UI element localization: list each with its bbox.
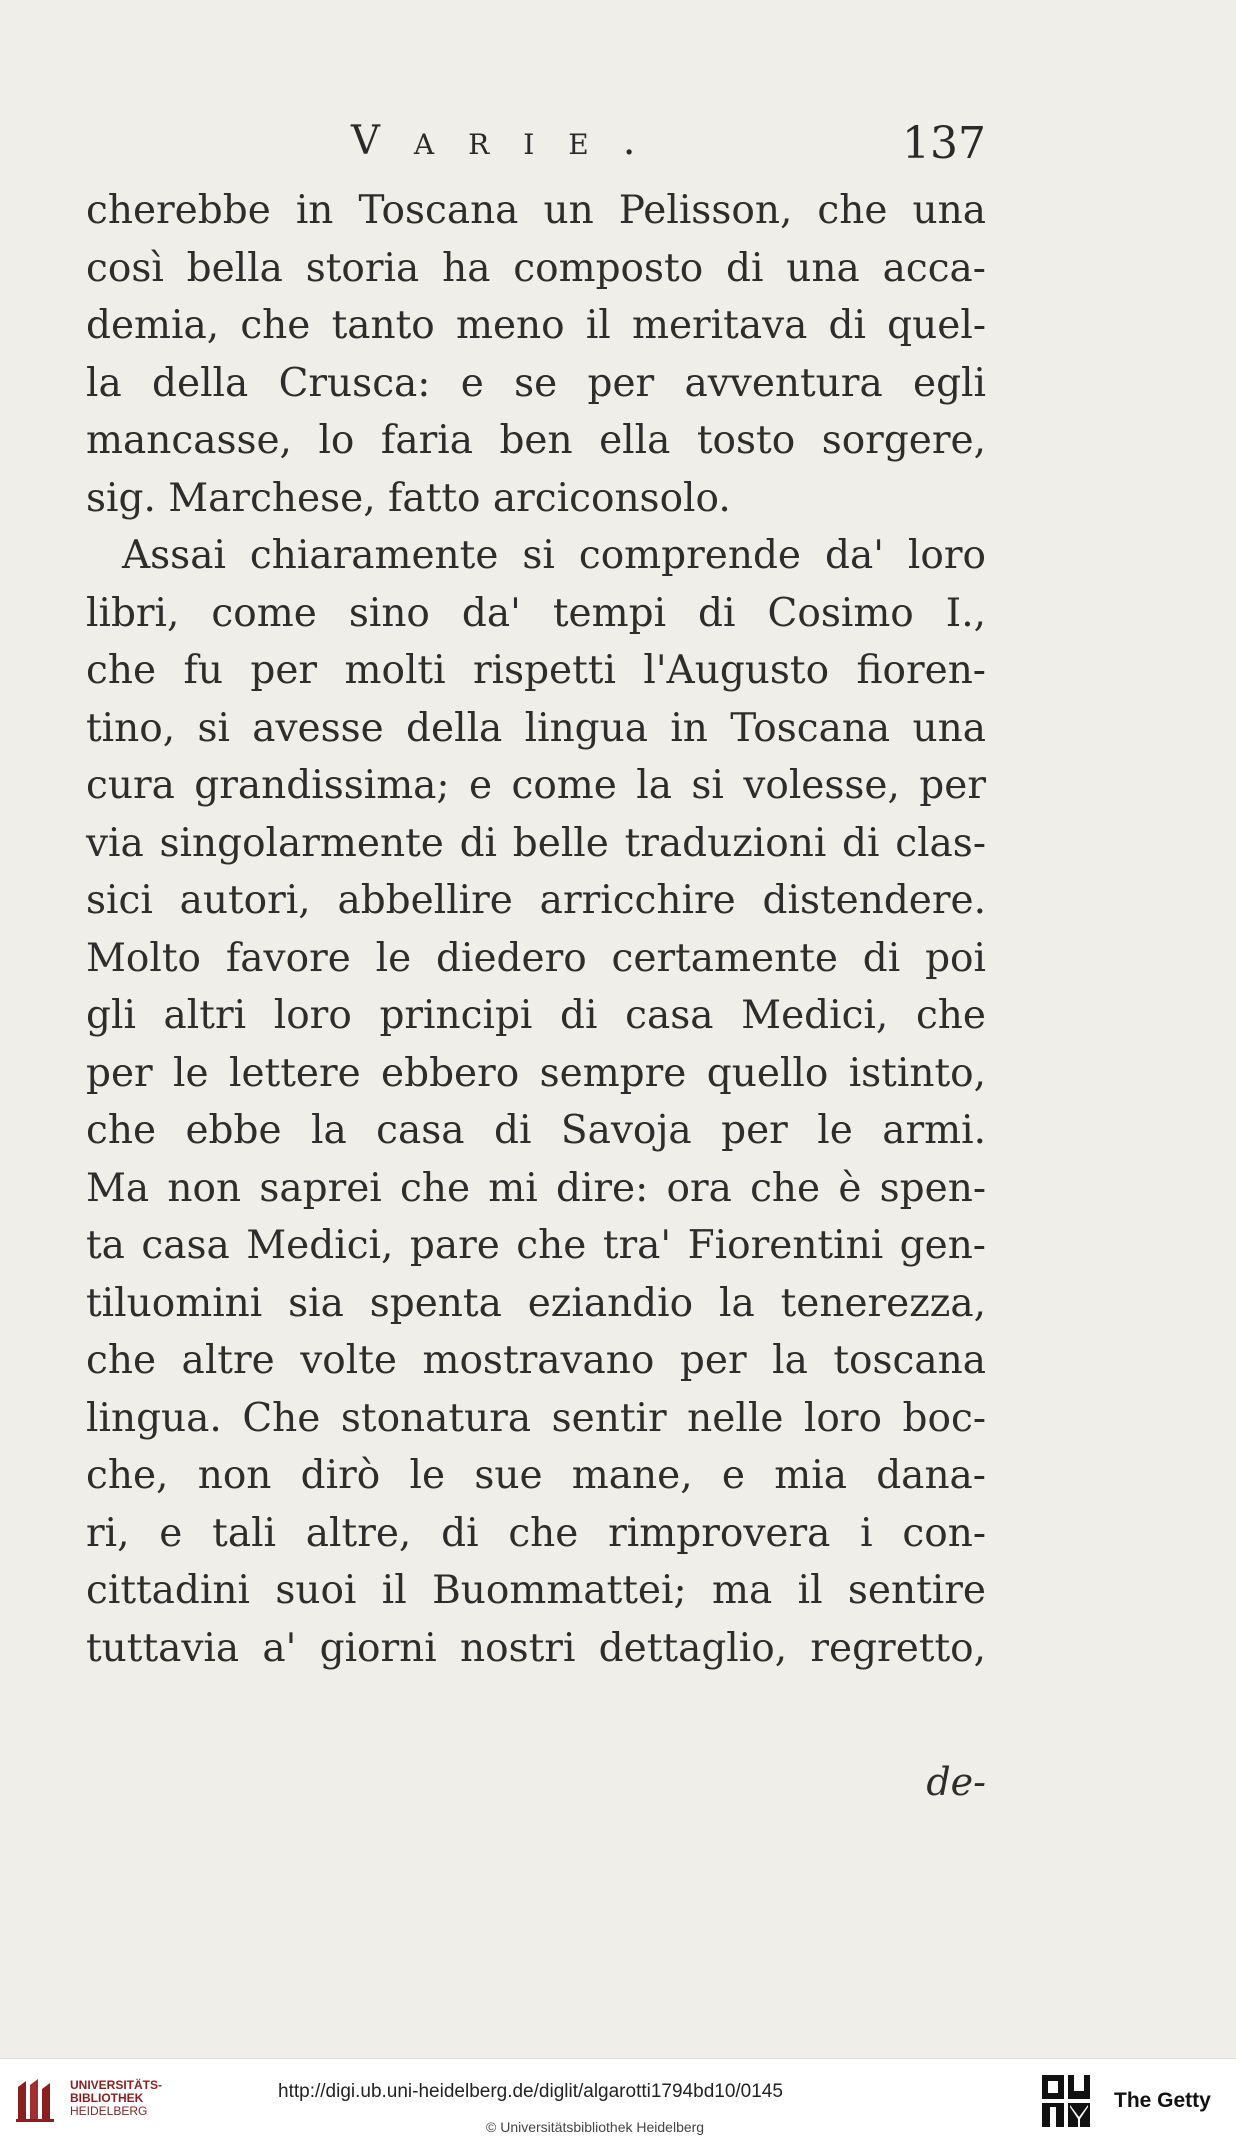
text-line: che altre volte mostravano per la toscana <box>86 1338 986 1383</box>
running-head: Varie. <box>351 118 670 164</box>
ub-line-1: UNIVERSITÄTS- <box>70 2078 163 2092</box>
getty-logo-icon[interactable] <box>1040 2073 1092 2129</box>
text-line: mancasse, lo faria ben ella tosto sorgere, <box>86 418 986 463</box>
copyright-notice: © Universitätsbibliothek Heidelberg <box>486 2119 705 2135</box>
text-line: Molto favore le diedero certamente di poi <box>86 935 986 981</box>
university-library-logo-icon[interactable] <box>12 2075 60 2125</box>
text-line: demia, che tanto meno il meritava di quel- <box>86 303 986 348</box>
text-line: Assai chiaramente si comprende da' loro <box>122 533 986 578</box>
text-line: che fu per molti rispetti l'Augusto fioren- <box>86 648 986 693</box>
text-line: Ma non saprei che mi dire: ora che è spen- <box>86 1165 986 1211</box>
text-line: la della Crusca: e se per avventura egli <box>86 360 986 406</box>
text-line: cherebbe in Toscana un Pelisson, che una <box>86 188 986 233</box>
text-line: che ebbe la casa di Savoja per le armi. <box>86 1108 986 1153</box>
university-library-name[interactable] <box>70 2079 162 2118</box>
ub-line-2: BIBLIOTHEK <box>70 2091 144 2105</box>
text-line: libri, come sino da' tempi di Cosimo I., <box>86 590 986 636</box>
text-line: così bella storia ha composto di una acca- <box>86 245 986 291</box>
text-line: che, non dirò le sue mane, e mia dana- <box>86 1453 986 1498</box>
getty-name[interactable]: The Getty <box>1114 2089 1211 2112</box>
ub-line-3: HEIDELBERG <box>70 2104 148 2118</box>
text-line: tuttavia a' giorni nostri dettaglio, regretto, <box>86 1625 986 1671</box>
text-line: cura grandissima; e come la si volesse, per <box>86 763 986 808</box>
permalink-url[interactable]: http://digi.ub.uni-heidelberg.de/diglit/algarotti1794bd10/0145 <box>278 2081 783 2102</box>
text-line: ri, e tali altre, di che rimprovera i con- <box>86 1510 986 1556</box>
text-line: sici autori, abbellire arricchire distendere. <box>86 878 986 923</box>
viewer-footer <box>0 2058 1236 2149</box>
text-line: sig. Marchese, fatto arciconsolo. <box>86 475 731 521</box>
catchword: de- <box>926 1760 986 1804</box>
text-line: gli altri loro principi di casa Medici, che <box>86 993 986 1038</box>
text-line: ta casa Medici, pare che tra' Fiorentini gen- <box>86 1223 986 1268</box>
text-line: tino, si avesse della lingua in Toscana una <box>86 705 986 751</box>
text-line: tiluomini sia spenta eziandio la tenerezza, <box>86 1280 986 1326</box>
page-header <box>86 118 986 178</box>
text-line: per le lettere ebbero sempre quello istinto, <box>86 1050 986 1096</box>
text-line: lingua. Che stonatura sentir nelle loro boc- <box>86 1395 986 1441</box>
body-text <box>86 182 986 1677</box>
page-number: 137 <box>902 118 986 169</box>
text-line: cittadini suoi il Buommattei; ma il sentire <box>86 1568 986 1613</box>
text-line: via singolarmente di belle traduzioni di clas- <box>86 820 986 866</box>
